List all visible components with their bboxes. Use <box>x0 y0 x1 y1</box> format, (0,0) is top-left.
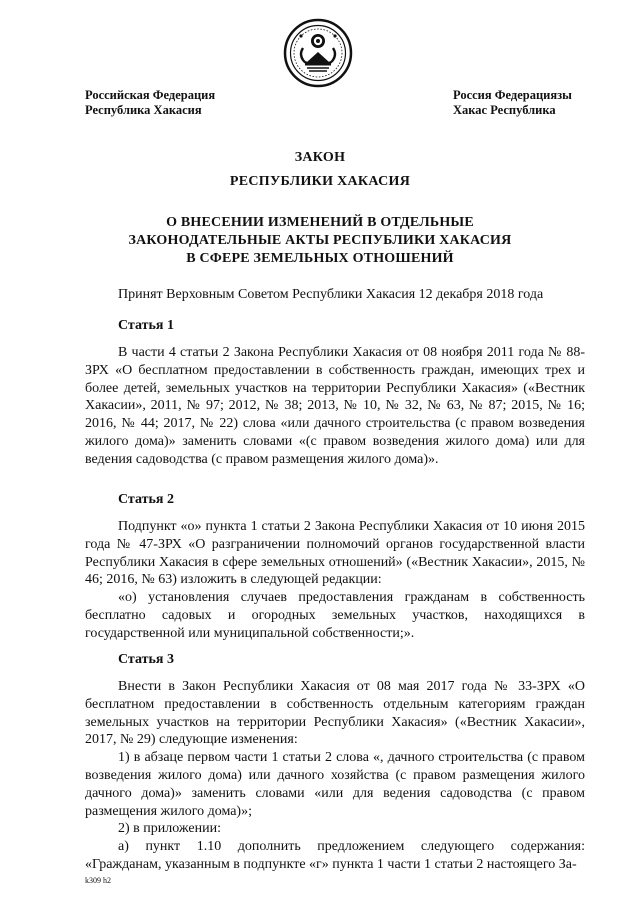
header-right-country: Россия Федерациязы <box>453 88 572 102</box>
article-1-paragraph: В части 4 статьи 2 Закона Республики Хакасия от 08 ноября 2011 года № 88-ЗРХ «О бесплатном предоставлении в собственность граждан, имеющих трех и более детей, земельных участков на территории Республики Хакасия» («Вестник Хакасии», 2011, № 97; 2012, № 38; 2013, № 10, № 32, № 63, № 87; 2015, № 16; 2016, № 44; 2017, № 22) слова «или дачного строительства (с правом возведения жилого дома)» заменить словами «(с правом возведения жилого дома) или для ведения садоводства (с правом размещения жилого дома)». <box>85 345 585 467</box>
header-left-republic: Республика Хакасия <box>85 103 202 117</box>
header-right-republic: Хакас Республика <box>453 103 556 117</box>
law-subject-line2: ЗАКОНОДАТЕЛЬНЫЕ АКТЫ РЕСПУБЛИКИ ХАКАСИЯ <box>128 233 512 248</box>
law-subject <box>0 214 640 268</box>
header-left-country: Российская Федерация <box>85 88 216 102</box>
law-title <box>0 146 640 194</box>
article-2-paragraph-2: «о) установления случаев предоставления гражданам в собственность бесплатно садовых и огородных земельных участков, находящихся в государственной или муниципальной собственности;». <box>85 590 585 641</box>
law-title-line1: ЗАКОН <box>294 150 346 165</box>
header-right <box>453 88 572 118</box>
article-2-body <box>85 518 585 643</box>
document-code: k309 h2 <box>85 876 111 885</box>
header-left <box>85 88 215 118</box>
article-3-paragraph-4: а) пункт 1.10 дополнить предложением следующего содержания: «Гражданам, указанным в подпункте «г» пункта 1 части 1 статьи 2 настоящего За- <box>85 839 585 872</box>
adoption-statement: Принят Верховным Советом Республики Хакасия 12 декабря 2018 года <box>118 287 544 302</box>
law-title-line2: РЕСПУБЛИКИ ХАКАСИЯ <box>229 174 411 189</box>
article-1-body <box>85 344 585 469</box>
article-3-heading: Статья 3 <box>118 652 174 667</box>
article-3-body <box>85 678 585 874</box>
law-subject-line3: В СФЕРЕ ЗЕМЕЛЬНЫХ ОТНОШЕНИЙ <box>186 251 454 266</box>
article-1-heading: Статья 1 <box>118 318 174 333</box>
article-3-paragraph-1: Внести в Закон Республики Хакасия от 08 мая 2017 года № 33-ЗРХ «О бесплатном предоставлении в собственность отдельным категориям граждан земельных участков на территории Республики Хакасия» («Вестник Хакасии», 2017, № 29) следующие изменения: <box>85 679 585 748</box>
article-3-paragraph-2: 1) в абзаце первом части 1 статьи 2 слова «, дачного строительства (с правом возведения жилого дома) или дачного хозяйства (с правом размещения жилого дачного дома)» заменить словами «или для ведения садоводства (с правом размещения жилого дома)»; <box>85 750 585 819</box>
article-2-heading: Статья 2 <box>118 492 174 507</box>
khakassia-emblem-icon <box>283 18 353 88</box>
law-subject-line1: О ВНЕСЕНИИ ИЗМЕНЕНИЙ В ОТДЕЛЬНЫЕ <box>166 215 474 230</box>
article-3-paragraph-3: 2) в приложении: <box>118 821 221 837</box>
article-2-paragraph-1: Подпункт «о» пункта 1 статьи 2 Закона Республики Хакасия от 10 июня 2015 года № 47-ЗРХ «О разграничении полномочий органов государственной власти Республики Хакасия в сфере земельных отношений» («Вестник Хакасии», 2015, № 46; 2016, № 63) изложить в следующей редакции: <box>85 519 585 588</box>
